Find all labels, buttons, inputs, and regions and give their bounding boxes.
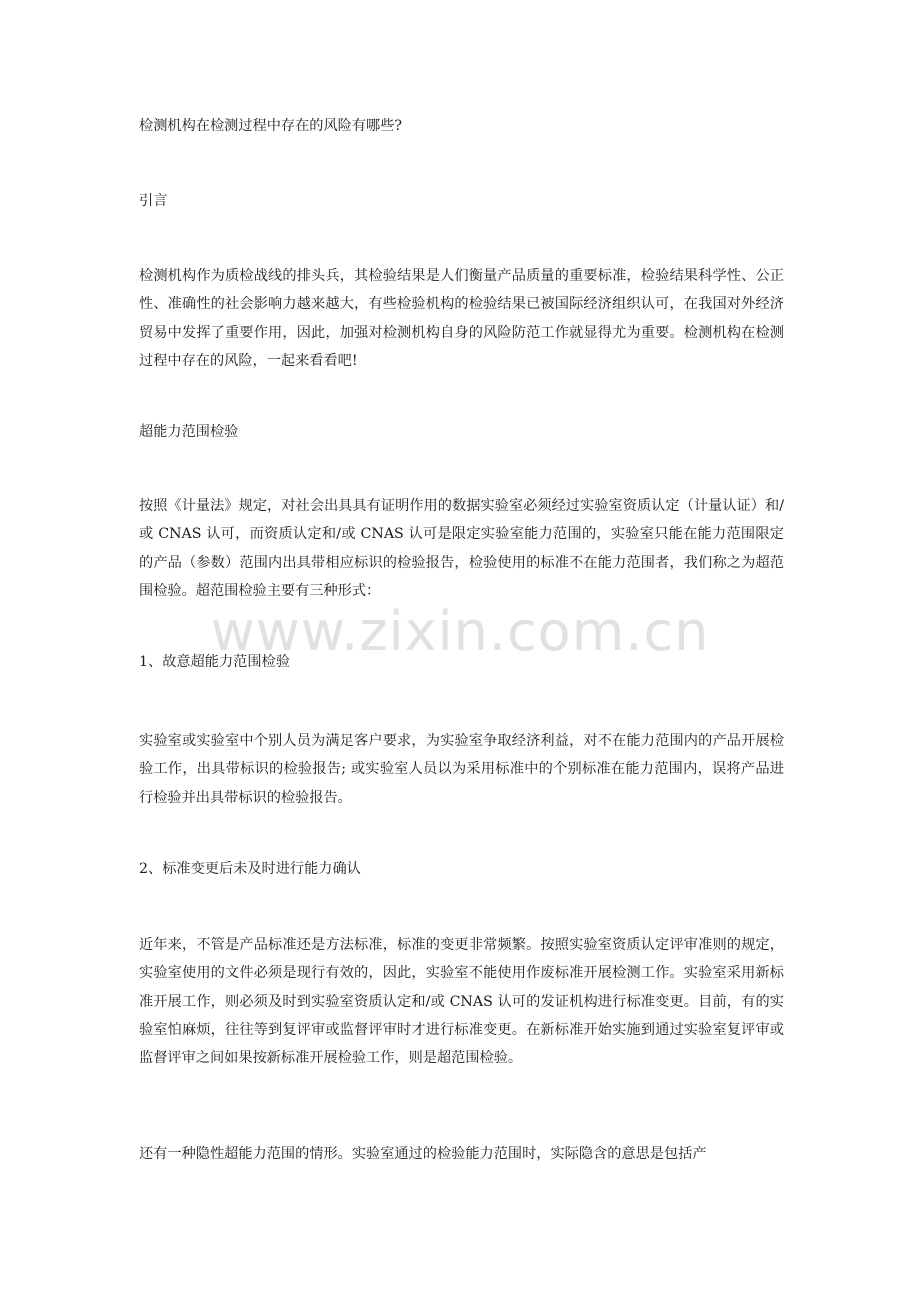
- watermark: www.zixin.com.cn: [210, 600, 710, 663]
- section-paragraph-scope: 按照《计量法》规定，对社会出具具有证明作用的数据实验室必须经过实验室资质认定（计量认证）和/或 CNAS 认可，而资质认定和/或 CNAS 认可是限定实验室能力范围的，实验室只能在能力范围限定的产品（参数）范围内出具带相应标识的检验报告，检验使用的标准不在能力范围者，我们称之为超范围检验。超范围检验主要有三种形式：: [139, 498, 784, 599]
- item-heading-2: 2、标准变更后未及时进行能力确认: [139, 861, 361, 877]
- item-heading-1: 1、故意超能力范围检验: [139, 654, 290, 670]
- intro-heading: 引言: [139, 193, 168, 209]
- tail-paragraph: 还有一种隐性超能力范围的情形。实验室通过的检验能力范围时，实际隐含的意思是包括产: [139, 1146, 707, 1162]
- section-heading-scope: 超能力范围检验: [139, 424, 239, 440]
- document-title: 检测机构在检测过程中存在的风险有哪些?: [139, 118, 402, 134]
- item-paragraph-1: 实验室或实验室中个别人员为满足客户要求，为实验室争取经济利益，对不在能力范围内的产品开展检验工作，出具带标识的检验报告; 或实验室人员以为采用标准中的个别标准在能力范围内，误将产品进行检验并出具带标识的检验报告。: [139, 733, 784, 806]
- intro-paragraph: 检测机构作为质检战线的排头兵，其检验结果是人们衡量产品质量的重要标准，检验结果科学性、公正性、准确性的社会影响力越来越大，有些检验机构的检验结果已被国际经济组织认可，在我国对外经济贸易中发挥了重要作用，因此，加强对检测机构自身的风险防范工作就显得尤为重要。检测机构在检测过程中存在的风险，一起来看看吧!: [139, 268, 784, 369]
- item-paragraph-2: 近年来，不管是产品标准还是方法标准，标准的变更非常频繁。按照实验室资质认定评审准则的规定，实验室使用的文件必须是现行有效的，因此，实验室不能使用作废标准开展检测工作。实验室采用新标准开展工作，则必须及时到实验室资质认定和/或 CNAS 认可的发证机构进行标准变更。目前，有的实验室怕麻烦，往往等到复评审或监督评审时才进行标准变更。在新标准开始实施到通过实验室复评审或监督评审之间如果按新标准开展检验工作，则是超范围检验。: [139, 937, 784, 1067]
